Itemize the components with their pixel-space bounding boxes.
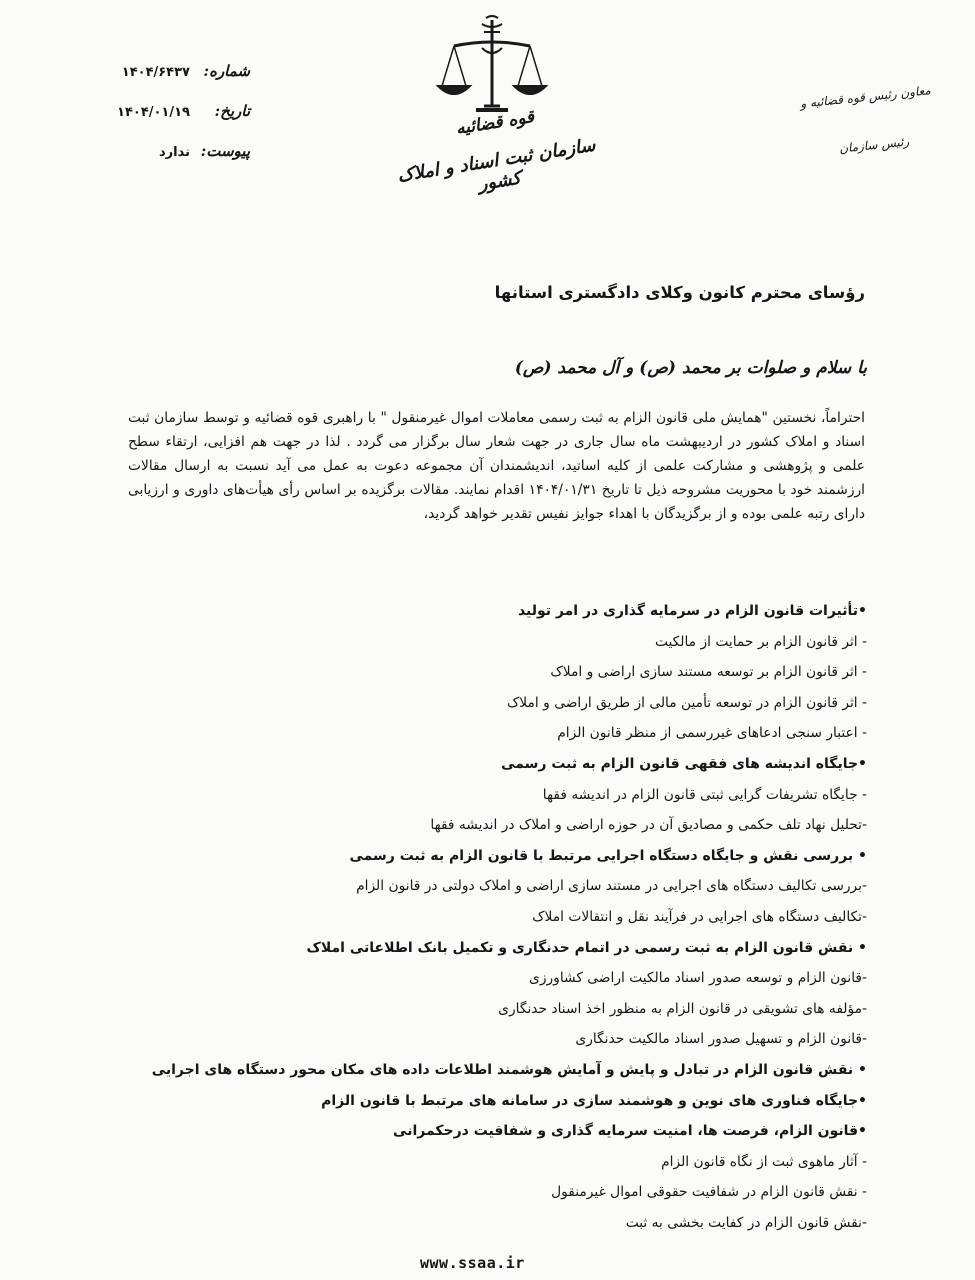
referral-line-1: معاون رئیس قوه قضائیه و — [799, 83, 932, 111]
number-row — [70, 62, 250, 102]
topic-item: - آثار ماهوی ثبت از نگاه قانون الزام — [661, 1153, 867, 1170]
org-registry-title: سازمان ثبت اسناد و املاک کشور — [395, 134, 597, 196]
topic-item: -مؤلفه های تشویقی در قانون الزام به منظور اخذ اسناد حدنگاری — [498, 1000, 867, 1017]
topic-item: - اثر قانون الزام در توسعه تأمین مالی از طریق اراضی و املاک — [506, 694, 867, 711]
number-label: شماره: — [203, 62, 250, 80]
number-value: ۱۴۰۴/۶۴۳۷ — [121, 65, 190, 80]
topic-heading: •تأثیرات قانون الزام در سرمایه گذاری در امر تولید — [517, 603, 867, 619]
topic-heading: •قانون الزام، فرصت ها، امنیت سرمایه گذاری و شفافیت درحکمرانی — [393, 1123, 867, 1140]
topic-item: - نقش قانون الزام در شفافیت حقوقی اموال غیرمنقول — [551, 1184, 867, 1201]
topic-item: -بررسی تکالیف دستگاه های اجرایی در مستند سازی اراضی و املاک دولتی در قانون الزام — [356, 878, 867, 895]
topic-heading: • بررسی نقش و جایگاه دستگاه اجرایی مرتبط با قانون الزام به ثبت رسمی — [349, 847, 867, 864]
letter-addressee: رؤسای محترم کانون وکلای دادگستری استانها — [494, 283, 865, 302]
topic-item: -قانون الزام و توسعه صدور اسناد مالکیت اراضی کشاورزی — [529, 970, 867, 987]
attachment-label: پیوست: — [200, 142, 250, 160]
topic-heading: • نقش قانون الزام به ثبت رسمی در اتمام حدنگاری و تکمیل بانک اطلاعاتی املاک — [306, 939, 867, 956]
website-link[interactable]: www.ssaa.ir — [420, 1254, 525, 1272]
topic-item: -تحلیل نهاد تلف حکمی و مصادیق آن در حوزه اراضی و املاک در اندیشه فقها — [430, 817, 867, 834]
topic-heading: • نقش قانون الزام در تبادل و پایش و آمایش هوشمند اطلاعات داده های مکان محور دستگاه های اجرایی — [151, 1061, 867, 1078]
topic-heading: •جایگاه اندیشه های فقهی قانون الزام به ثبت رسمی — [501, 755, 867, 772]
letter-body: احتراماً، نخستین "همایش ملی قانون الزام به ثبت رسمی معاملات اموال غیرمنقول " با راهبری قوه قضائیه و توسط سازمان ثبت اسناد و املاک کشور در اردیبهشت ماه سال جاری در جهت شعار سال برگزار می گردد . لذا در جهت هم افزایی، ارتقاء سطح علمی و پژوهشی و مشارکت علمی از کلیه اساتید، اندیشمندان آن مجموعه دعوت به عمل می آید نسبت به ارسال مقالات ارزشمند خود با محوریت مشروحه ذیل تا تاریخ ۱۴۰۴/۰۱/۳۱ اقدام نمایند. مقالات برگزیده بر اساس رأی هیأت‌های داوری و ارزیابی دارای رتبه علمی بوده و از برگزیدگان با اهداء جوایز نفیس تقدیر خواهد گردید، — [128, 410, 865, 522]
topic-item: - اعتبار سنجی ادعاهای غیررسمی از منظر قانون الزام — [557, 725, 867, 742]
date-label: تاریخ: — [214, 102, 250, 120]
referral-line-2: رئیس سازمان — [838, 134, 910, 156]
topic-item: -قانون الزام و تسهیل صدور اسناد مالکیت حدنگاری — [575, 1031, 867, 1048]
topic-item: - اثر قانون الزام بر حمایت از مالکیت — [654, 633, 867, 650]
topic-heading: •جایگاه فناوری های نوین و هوشمند سازی در سامانه های مرتبط با قانون الزام — [321, 1092, 867, 1109]
date-row — [70, 102, 250, 142]
org-judiciary-title: قوه قضائیه — [454, 106, 536, 140]
attachment-row — [70, 142, 250, 182]
letter-meta — [70, 62, 250, 182]
attachment-value: ندارد — [158, 145, 190, 160]
topics-list — [147, 596, 867, 1238]
topic-item: -نقش قانون الزام در کفایت بخشی به ثبت — [625, 1214, 867, 1231]
letter-greeting: با سلام و صلوات بر محمد (ص) و آل محمد (ص) — [514, 358, 867, 378]
topic-item: - اثر قانون الزام بر توسعه مستند سازی اراضی و املاک — [550, 664, 867, 681]
topic-item: -تکالیف دستگاه های اجرایی در فرآیند نقل و انتقالات املاک — [532, 908, 867, 925]
date-value: ۱۴۰۴/۰۱/۱۹ — [117, 105, 190, 120]
topic-item: - جایگاه تشریفات گرایی ثبتی قانون الزام در اندیشه فقها — [542, 786, 867, 803]
